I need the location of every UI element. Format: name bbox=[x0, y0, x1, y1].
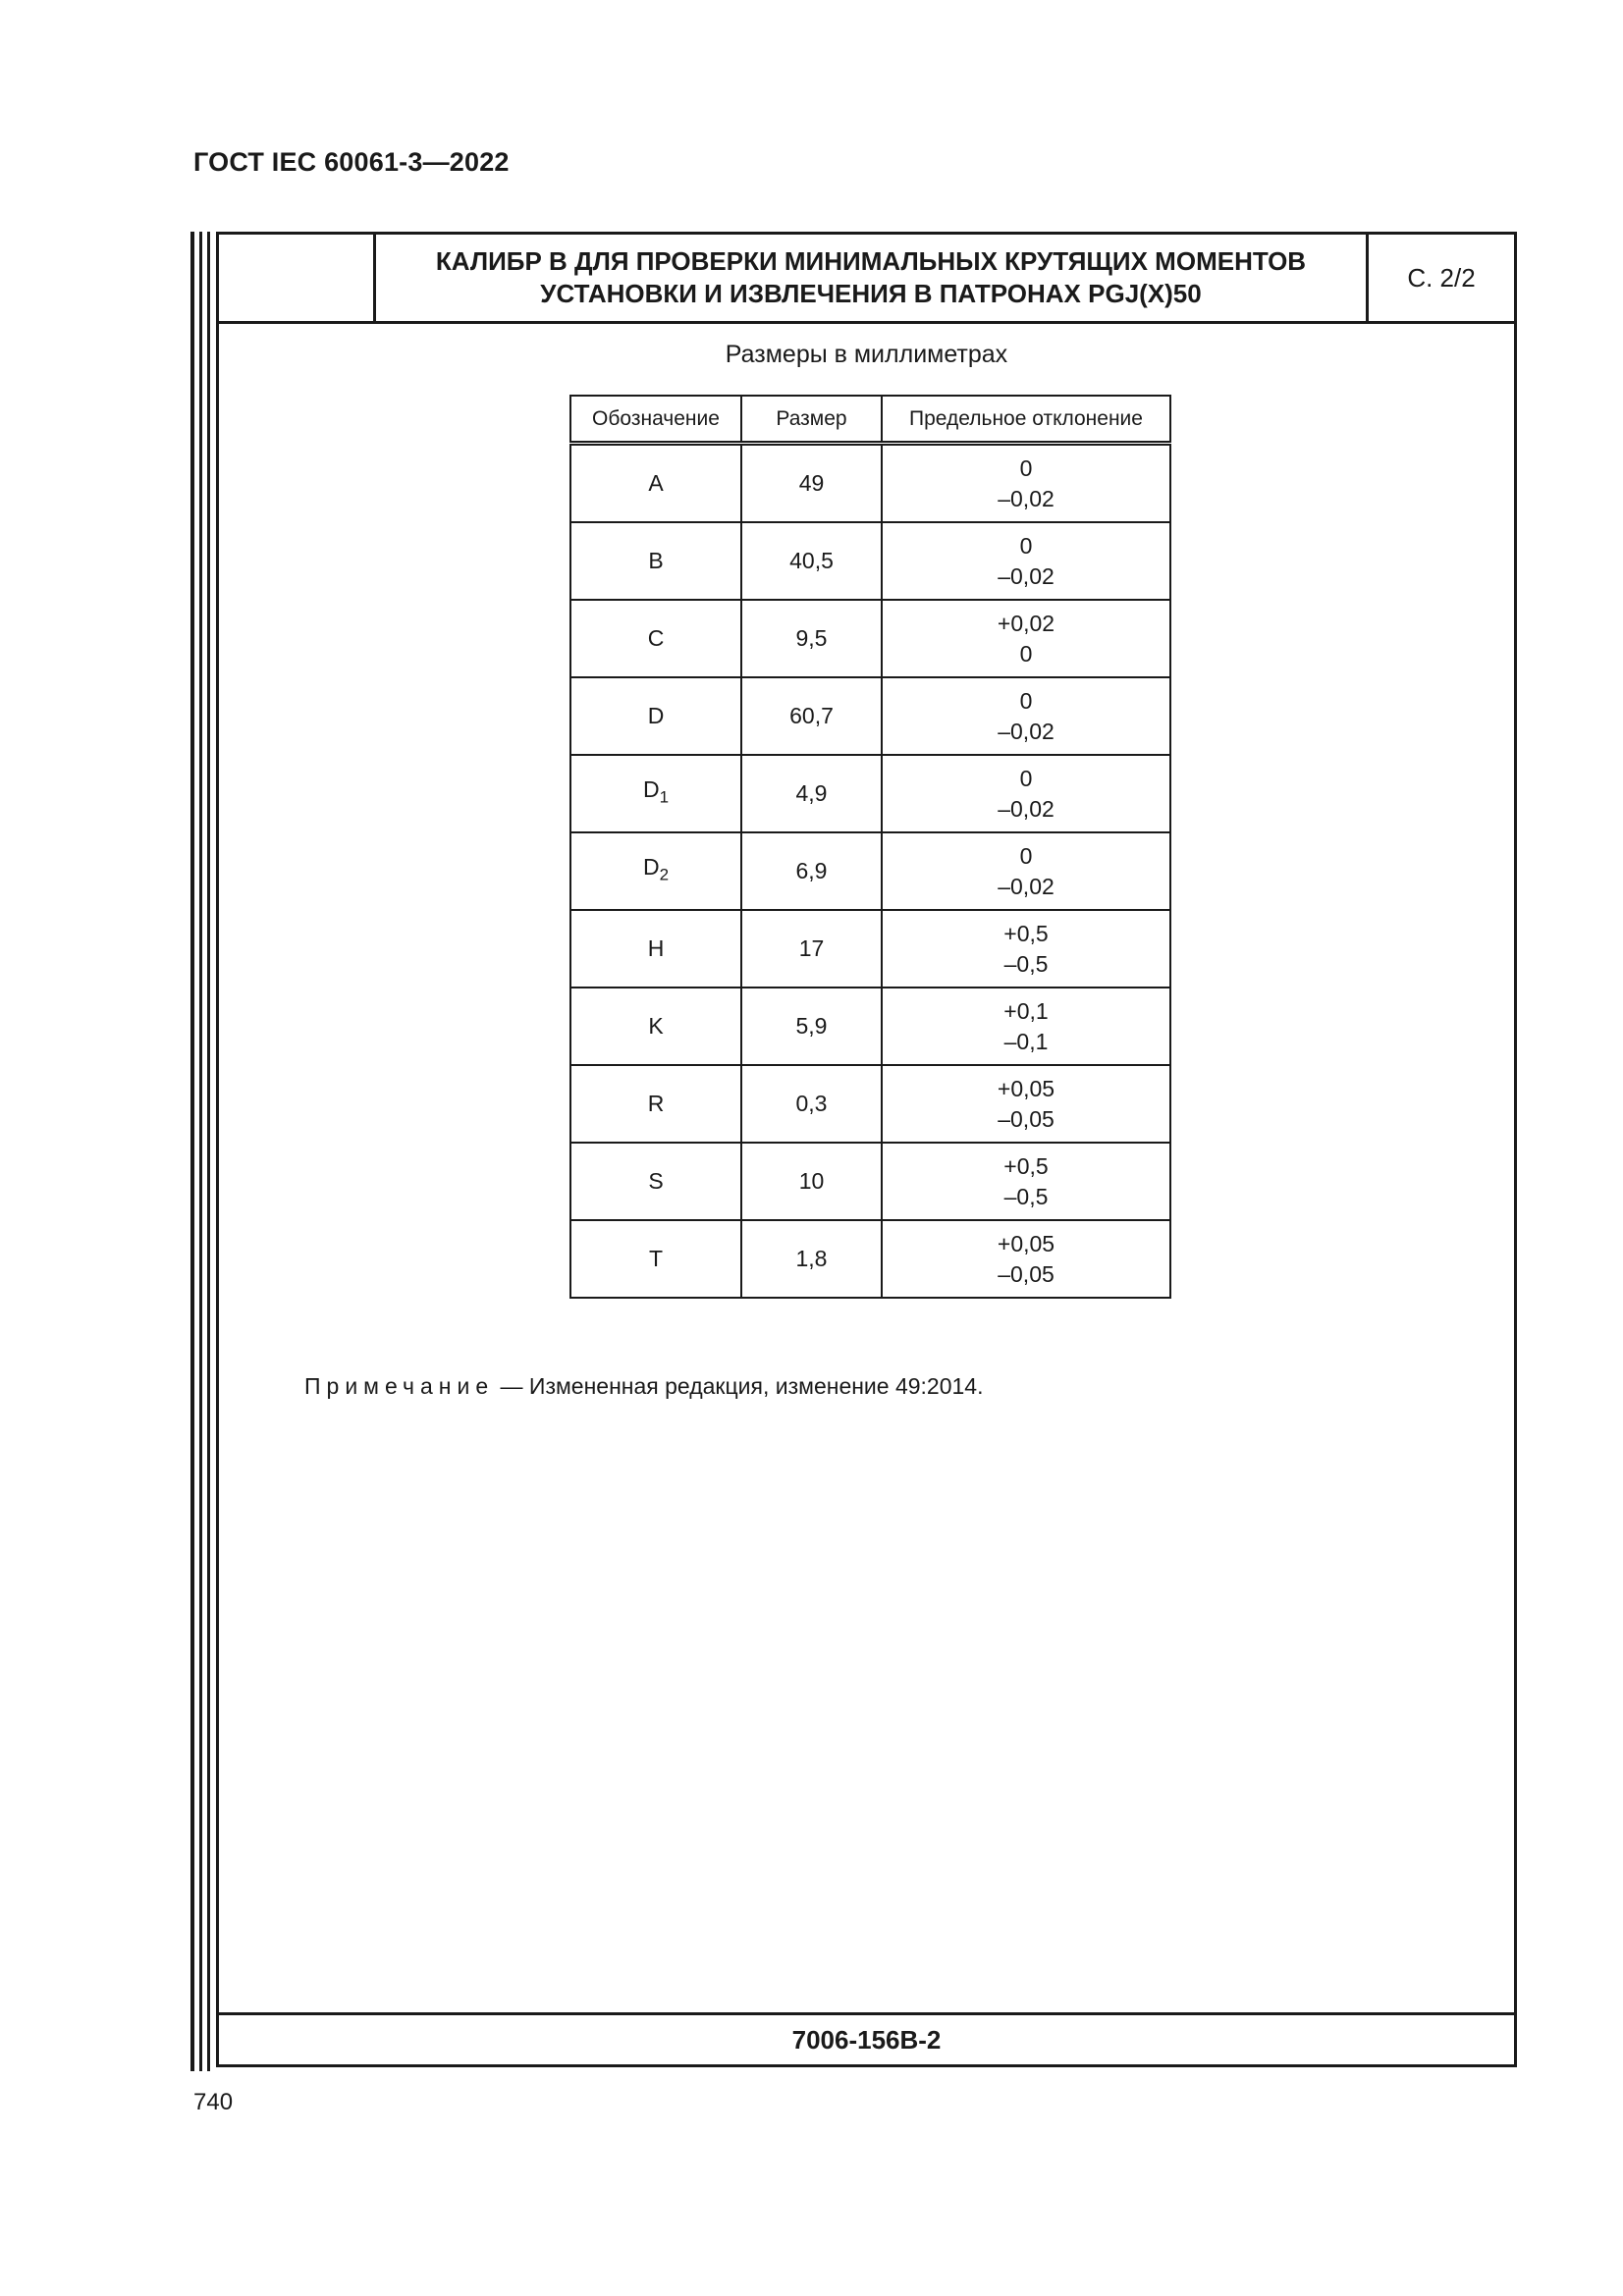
sheet-frame bbox=[216, 232, 1517, 2067]
deviation-upper: 0 bbox=[1019, 454, 1033, 481]
table-body bbox=[570, 444, 1170, 1299]
symbol-text: C bbox=[647, 625, 665, 651]
symbol-text: A bbox=[648, 470, 664, 496]
cell-deviation bbox=[882, 1143, 1170, 1220]
cell-symbol bbox=[570, 832, 741, 910]
symbol-text: R bbox=[647, 1091, 665, 1116]
symbol-text: K bbox=[648, 1013, 664, 1039]
symbol-text: D bbox=[647, 703, 665, 728]
deviation-upper: +0,1 bbox=[1003, 997, 1049, 1024]
sheet-page-ref: С. 2/2 bbox=[1407, 262, 1476, 293]
cell-deviation bbox=[882, 755, 1170, 832]
table-row bbox=[570, 755, 1170, 832]
cell-deviation bbox=[882, 910, 1170, 988]
deviation-lower: –0,02 bbox=[998, 718, 1055, 744]
note-text: — Измененная редакция, изменение 49:2014. bbox=[494, 1373, 984, 1399]
sheet-title-line-1: КАЛИБР В ДЛЯ ПРОВЕРКИ МИНИМАЛЬНЫХ КРУТЯЩИХ МОМЕНТОВ bbox=[435, 246, 1307, 276]
title-blank-cell bbox=[219, 235, 376, 321]
sheet-title-line-2: УСТАНОВКИ И ИЗВЛЕЧЕНИЯ В ПАТРОНАХ PGJ(X)50 bbox=[540, 279, 1202, 308]
deviation-lower: –0,02 bbox=[998, 485, 1055, 511]
cell-deviation bbox=[882, 600, 1170, 677]
deviation-lower: –0,5 bbox=[1003, 1183, 1049, 1209]
deviation-upper: +0,05 bbox=[997, 1230, 1055, 1256]
dimensions-table bbox=[569, 395, 1171, 1299]
deviation-lower: –0,02 bbox=[998, 795, 1055, 822]
symbol-text: B bbox=[648, 548, 664, 573]
table-row bbox=[570, 988, 1170, 1065]
deviation-upper: 0 bbox=[1019, 842, 1033, 869]
cell-symbol bbox=[570, 522, 741, 600]
table-row bbox=[570, 1220, 1170, 1298]
header-size: Размер bbox=[741, 396, 882, 444]
deviation-lower: –0,05 bbox=[998, 1105, 1055, 1132]
cell-size: 17 bbox=[741, 910, 882, 988]
binding-line-middle bbox=[199, 232, 202, 2071]
cell-deviation bbox=[882, 988, 1170, 1065]
deviation-lower: 0 bbox=[1019, 640, 1033, 667]
header-deviation: Предельное отклонение bbox=[882, 396, 1170, 444]
deviation-upper: +0,05 bbox=[997, 1075, 1055, 1101]
cell-size: 4,9 bbox=[741, 755, 882, 832]
cell-deviation bbox=[882, 522, 1170, 600]
header-symbol: Обозначение bbox=[570, 396, 741, 444]
binding-line-inner bbox=[207, 232, 210, 2071]
symbol-text: S bbox=[648, 1168, 664, 1194]
deviation-upper: 0 bbox=[1019, 765, 1033, 791]
cell-deviation bbox=[882, 1220, 1170, 1298]
cell-size: 1,8 bbox=[741, 1220, 882, 1298]
symbol-subscript: 2 bbox=[659, 865, 670, 884]
cell-size: 40,5 bbox=[741, 522, 882, 600]
deviation-lower: –0,05 bbox=[998, 1260, 1055, 1287]
deviation-lower: –0,1 bbox=[1003, 1028, 1049, 1054]
cell-symbol bbox=[570, 600, 741, 677]
cell-symbol bbox=[570, 755, 741, 832]
table-row bbox=[570, 910, 1170, 988]
page-number: 740 bbox=[193, 2089, 234, 2115]
cell-deviation bbox=[882, 1065, 1170, 1143]
note bbox=[304, 1373, 984, 1400]
cell-deviation bbox=[882, 444, 1170, 523]
symbol-text: H bbox=[647, 935, 665, 961]
cell-size: 0,3 bbox=[741, 1065, 882, 1143]
table-row bbox=[570, 832, 1170, 910]
cell-symbol bbox=[570, 988, 741, 1065]
binding-line-outer bbox=[190, 232, 194, 2071]
cell-size: 10 bbox=[741, 1143, 882, 1220]
note-label: Примечание bbox=[304, 1373, 495, 1399]
cell-deviation bbox=[882, 832, 1170, 910]
table-row bbox=[570, 1065, 1170, 1143]
deviation-upper: 0 bbox=[1019, 532, 1033, 559]
deviation-lower: –0,02 bbox=[998, 562, 1055, 589]
cell-size: 60,7 bbox=[741, 677, 882, 755]
table-row bbox=[570, 600, 1170, 677]
units-caption: Размеры в миллиметрах bbox=[725, 341, 1008, 368]
table-row bbox=[570, 444, 1170, 523]
cell-symbol bbox=[570, 1065, 741, 1143]
symbol-text: D bbox=[642, 854, 660, 881]
title-block bbox=[219, 235, 1514, 324]
sheet-title bbox=[376, 235, 1369, 321]
deviation-upper: +0,5 bbox=[1003, 920, 1049, 946]
cell-size: 5,9 bbox=[741, 988, 882, 1065]
table-header-row bbox=[570, 396, 1170, 444]
deviation-upper: +0,02 bbox=[997, 610, 1055, 636]
cell-symbol bbox=[570, 1143, 741, 1220]
deviation-lower: –0,02 bbox=[998, 873, 1055, 899]
symbol-subscript: 1 bbox=[659, 787, 670, 807]
symbol-text: D bbox=[642, 776, 660, 803]
cell-size: 6,9 bbox=[741, 832, 882, 910]
cell-deviation bbox=[882, 677, 1170, 755]
sheet-code: 7006-156В-2 bbox=[219, 2012, 1514, 2064]
table-row bbox=[570, 677, 1170, 755]
deviation-upper: 0 bbox=[1019, 687, 1033, 714]
cell-symbol bbox=[570, 444, 741, 523]
cell-size: 9,5 bbox=[741, 600, 882, 677]
document-header: ГОСТ IEC 60061-3—2022 bbox=[193, 147, 510, 177]
symbol-text: T bbox=[648, 1246, 664, 1271]
cell-size: 49 bbox=[741, 444, 882, 523]
table-row bbox=[570, 1143, 1170, 1220]
cell-symbol bbox=[570, 1220, 741, 1298]
table-row bbox=[570, 522, 1170, 600]
cell-symbol bbox=[570, 910, 741, 988]
deviation-upper: +0,5 bbox=[1003, 1152, 1049, 1179]
deviation-lower: –0,5 bbox=[1003, 950, 1049, 977]
cell-symbol bbox=[570, 677, 741, 755]
